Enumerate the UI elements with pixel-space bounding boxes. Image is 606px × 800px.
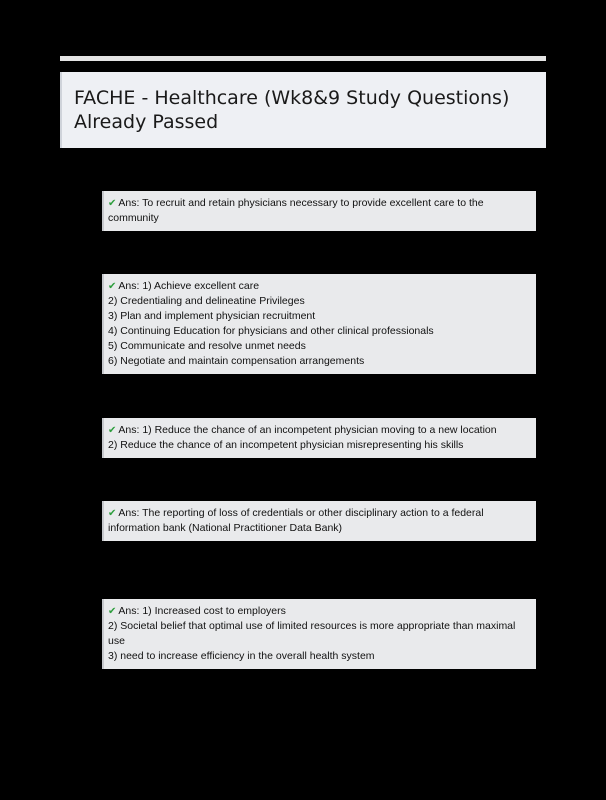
document-title: FACHE - Healthcare (Wk8&9 Study Questions) Already Passed: [74, 87, 510, 133]
answer-line: 2) Societal belief that optimal use of limited resources is more appropriate than maximal use: [108, 620, 516, 647]
checkmark-icon: ✔: [108, 508, 117, 519]
checkmark-icon: ✔: [108, 198, 117, 209]
answer-line: 2) Credentialing and delineatine Privileges: [108, 295, 305, 307]
answer-line: 3) need to increase efficiency in the overall health system: [108, 650, 375, 662]
title-box: [60, 72, 546, 148]
answer-box-2: [102, 274, 536, 374]
top-divider: [60, 56, 546, 61]
answer-line: 5) Communicate and resolve unmet needs: [108, 340, 306, 352]
checkmark-icon: ✔: [108, 281, 117, 292]
answer-line: 2) Reduce the chance of an incompetent physician misrepresenting his skills: [108, 439, 464, 451]
checkmark-icon: ✔: [108, 425, 117, 436]
answer-line: ✔ Ans: 1) Reduce the chance of an incompetent physician moving to a new location: [108, 424, 497, 436]
answer-line: 6) Negotiate and maintain compensation arrangements: [108, 355, 365, 367]
answer-line: ✔ Ans: The reporting of loss of credentials or other disciplinary action to a federal information bank (National Practitioner Data Bank): [108, 507, 484, 534]
answer-line: ✔ Ans: 1) Achieve excellent care: [108, 280, 260, 292]
answer-box-1: [102, 191, 536, 231]
answer-box-4: [102, 501, 536, 541]
answer-line: 4) Continuing Education for physicians and other clinical professionals: [108, 325, 434, 337]
answer-box-5: [102, 599, 536, 669]
answer-line: ✔ Ans: To recruit and retain physicians necessary to provide excellent care to the community: [108, 197, 484, 224]
checkmark-icon: ✔: [108, 606, 117, 617]
answer-line: ✔ Ans: 1) Increased cost to employers: [108, 605, 286, 617]
answer-box-3: [102, 418, 536, 458]
answer-line: 3) Plan and implement physician recruitment: [108, 310, 316, 322]
